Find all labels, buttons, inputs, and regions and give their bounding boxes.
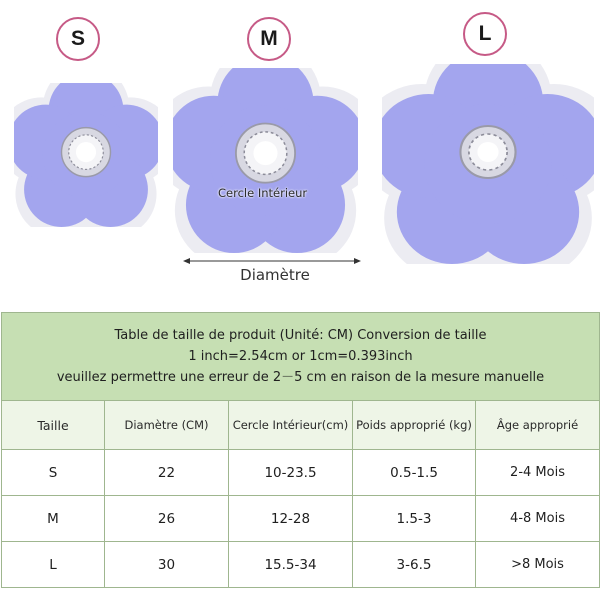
size-badge-m — [247, 17, 291, 61]
cell-diameter: 22 — [105, 450, 229, 496]
column-header-weight: Poids approprié (kg) — [353, 401, 476, 450]
cell-weight: 3-6.5 — [353, 542, 476, 588]
table-row — [2, 496, 600, 542]
cell-inner: 12-28 — [229, 496, 353, 542]
flower-collar-s-graphic — [14, 83, 158, 227]
unit-conversion: 1 inch=2.54cm or 1cm=0.393inch — [188, 349, 413, 364]
column-header-inner: Cercle Intérieur(cm) — [229, 401, 353, 450]
cell-weight: 1.5-3 — [353, 496, 476, 542]
cell-size: S — [2, 450, 105, 496]
size-table — [1, 312, 600, 588]
cell-age: 4-8 Mois — [476, 496, 600, 542]
flower-collar-m — [173, 68, 358, 253]
flower-collar-l — [382, 64, 594, 264]
diameter-label: Diamètre — [240, 266, 310, 284]
column-header-age: Âge approprié — [476, 401, 600, 450]
size-badge-s — [56, 17, 100, 61]
column-header-diameter: Diamètre (CM) — [105, 401, 229, 450]
table-row — [2, 542, 600, 588]
flower-collar-s — [14, 83, 158, 227]
cell-age: >8 Mois — [476, 542, 600, 588]
flower-collar-l-graphic — [382, 64, 594, 264]
cell-age: 2-4 Mois — [476, 450, 600, 496]
table-header-row — [2, 313, 600, 401]
cell-size: M — [2, 496, 105, 542]
inner-circle-label: Cercle Intérieur — [218, 186, 308, 200]
cell-weight: 0.5-1.5 — [353, 450, 476, 496]
cell-diameter: 26 — [105, 496, 229, 542]
table-header — [2, 313, 600, 401]
cell-diameter: 30 — [105, 542, 229, 588]
flower-collar-m-graphic — [173, 68, 358, 253]
column-header-size: Taille — [2, 401, 105, 450]
column-header-row — [2, 401, 600, 450]
size-badge-label: S — [70, 27, 85, 50]
diameter-arrow-icon — [183, 256, 361, 266]
measurement-note: veuillez permettre une erreur de 2－5 cm en raison de la mesure manuelle — [56, 370, 545, 385]
size-badge-label: M — [260, 27, 278, 50]
table-title: Table de taille de produit (Unité: CM) Conversion de taille — [114, 328, 487, 343]
cell-inner: 15.5-34 — [229, 542, 353, 588]
table-row — [2, 450, 600, 496]
size-badge-l — [463, 12, 507, 56]
size-badge-label: L — [478, 22, 492, 45]
cell-size: L — [2, 542, 105, 588]
cell-inner: 10-23.5 — [229, 450, 353, 496]
